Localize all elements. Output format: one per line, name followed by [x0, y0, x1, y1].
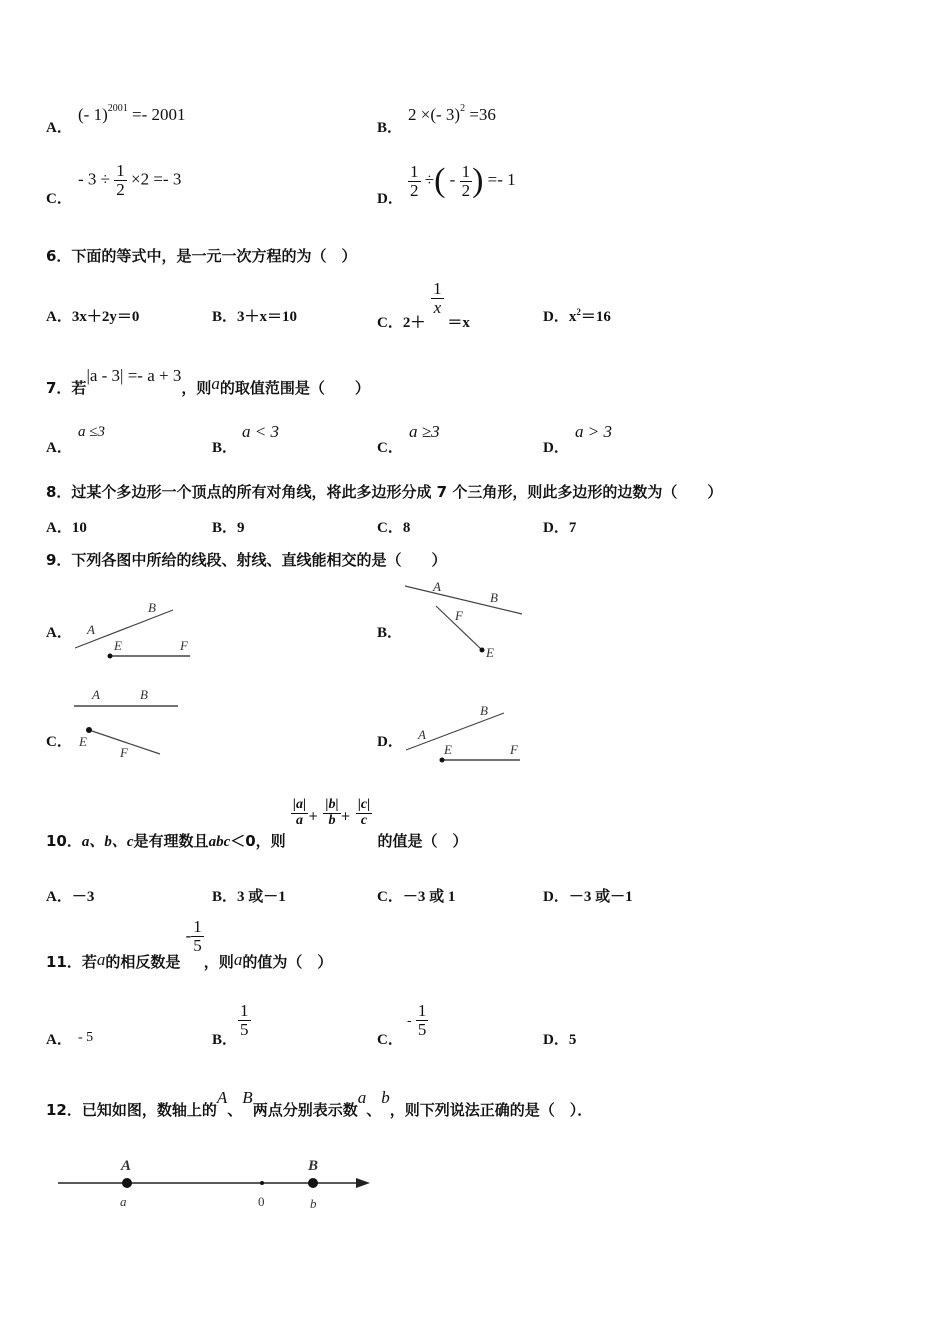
- q9b-point-f: F: [455, 608, 463, 623]
- q12-stem: 12．已知如图，数轴上的A、B两点分别表示数a、b，则下列说法正确的是（ ）．: [46, 1088, 593, 1119]
- q9a-point-a: A: [87, 622, 95, 637]
- q8-option-b: B．9: [212, 520, 245, 536]
- q5-option-b-label: B．: [377, 120, 403, 136]
- q9c-point-a: A: [92, 687, 100, 702]
- q12-axis-point-a: A: [121, 1158, 132, 1174]
- q10-option-c: C．－3 或 1: [377, 889, 456, 905]
- q7-option-b-label: B．: [212, 440, 238, 456]
- q5-option-c-expression: - 3 ÷ $\frac{1}{2}$ ×2 =- 3: [78, 161, 182, 199]
- q9b-point-a: A: [433, 579, 441, 594]
- q9-option-c-label: C．: [46, 734, 72, 750]
- q11-option-a-label: A．: [46, 1032, 72, 1048]
- q12-axis-label-a: a: [120, 1194, 127, 1209]
- q12-axis-label-zero: 0: [258, 1194, 265, 1209]
- q9-stem: 9．下列各图中所给的线段、射线、直线能相交的是（ ）: [46, 551, 447, 569]
- q9-option-b-label: B．: [377, 625, 403, 641]
- q12-axis-point-b: B: [308, 1158, 319, 1174]
- q5-option-c-label: C．: [46, 191, 72, 207]
- q9c-point-b: B: [140, 687, 148, 702]
- q9d-point-f: F: [510, 742, 518, 757]
- q9b-point-b: B: [490, 590, 498, 605]
- q9a-point-b: B: [148, 600, 156, 615]
- q6-option-d: D．$x^2=16$: [543, 307, 611, 325]
- q9-figure-c: [70, 684, 190, 764]
- q12-number-line: [50, 1150, 380, 1220]
- q9b-point-e: E: [486, 645, 494, 660]
- q7-option-d-label: D．: [543, 440, 569, 456]
- q9-option-a-label: A．: [46, 625, 72, 641]
- q9d-point-e: E: [444, 742, 452, 757]
- q9-option-d-label: D．: [377, 734, 403, 750]
- q7-option-b-math: a < 3: [242, 422, 279, 441]
- q11-option-d: D．5: [543, 1032, 577, 1048]
- q8-stem: 8．过某个多边形一个顶点的所有对角线，将此多边形分成 7 个三角形，则此多边形的边数为（ ）: [46, 483, 723, 501]
- q9-figure-d: [400, 700, 530, 766]
- q5-option-a-expression: (- 1)$^{2001}$ =- 2001: [78, 103, 186, 124]
- q5-option-d-expression: $\frac{1}{2}$ ÷( - $\frac{1}{2}$ ) =- 1: [410, 161, 516, 200]
- q11-stem: 11．若a的相反数是 - $\frac{1}{5}$ ，则a的值为（ ）: [46, 917, 333, 971]
- q11-option-c-fraction: - $\frac{1}{5}$: [407, 1001, 427, 1039]
- q9d-point-a: A: [418, 727, 426, 742]
- q6-option-c: C．2＋ $\frac{1}{x}$ ＝x: [377, 279, 470, 331]
- q7-option-c-label: C．: [377, 440, 403, 456]
- q11-option-c-label: C．: [377, 1032, 403, 1048]
- q9d-point-b: B: [480, 703, 488, 718]
- q6-option-b: B．3＋x＝10: [212, 309, 298, 325]
- q10-option-d: D．－3 或－1: [543, 889, 633, 905]
- q6-stem: 6．下面的等式中，是一元一次方程的为（ ）: [46, 247, 357, 265]
- q6-option-a: A．3x＋2y＝0: [46, 309, 140, 325]
- q7-option-c-math: a ≥3: [409, 422, 440, 441]
- q7-option-a-label: A．: [46, 440, 72, 456]
- q5-option-d-label: D．: [377, 191, 403, 207]
- q5-option-a-label: A．: [46, 120, 72, 136]
- q10-option-a: A．－3: [46, 889, 95, 905]
- q7-stem: 7．若|a - 3| =- a + 3，则a的取值范围是（ ）: [46, 366, 370, 397]
- q11-option-b-label: B．: [212, 1032, 238, 1048]
- q7-option-d-math: a > 3: [575, 422, 612, 441]
- q9-figure-b: [400, 576, 530, 662]
- q8-option-c: C．8: [377, 520, 411, 536]
- q10-stem: 10．a、b、c是有理数且abc＜0，则 $\frac{|a|}{a}$ + $\frac{|b|}{b}$ + $\frac{|c|}{c}$ 的值是（ ）: [46, 797, 468, 850]
- q11-option-a-value: - 5: [78, 1030, 94, 1045]
- q9c-point-e: E: [79, 734, 87, 749]
- q7-option-a-math: a ≤3: [78, 424, 105, 440]
- q12-axis-label-b: b: [310, 1196, 317, 1211]
- q9a-point-f: F: [180, 638, 188, 653]
- q8-option-d: D．7: [543, 520, 577, 536]
- q9a-point-e: E: [114, 638, 122, 653]
- q11-option-b-fraction: $\frac{1}{5}$: [240, 1001, 249, 1039]
- q10-option-b: B．3 或－1: [212, 889, 286, 905]
- q8-option-a: A．10: [46, 520, 87, 536]
- q9c-point-f: F: [120, 745, 128, 760]
- q9-figure-a: [70, 596, 200, 662]
- q5-option-b-expression: 2 ×(- 3)$^2$ =36: [408, 103, 496, 124]
